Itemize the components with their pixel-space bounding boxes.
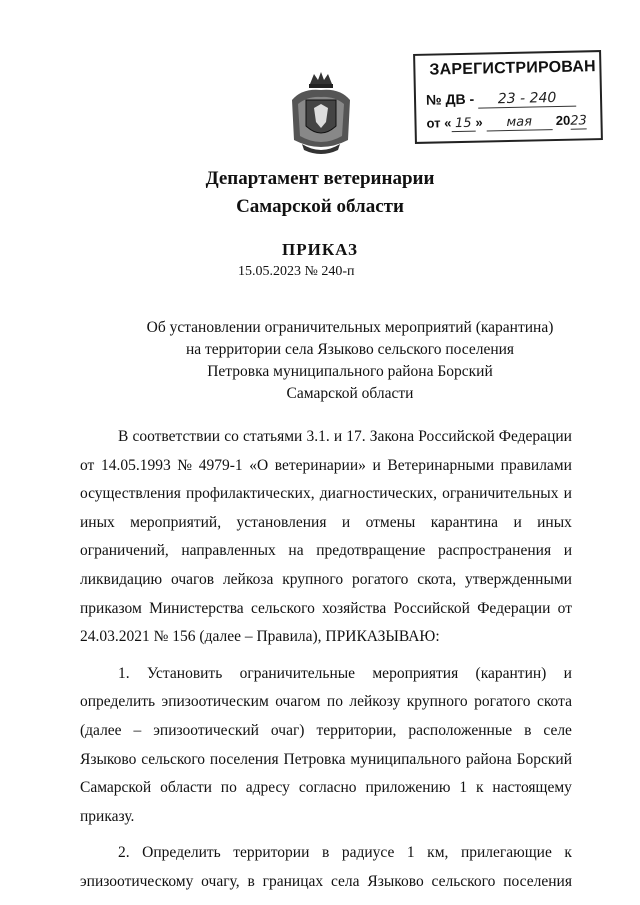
body-line xyxy=(80,423,572,452)
body-word: района xyxy=(465,750,512,768)
body-word: сельского xyxy=(431,872,496,890)
body-word: очагов xyxy=(170,570,215,588)
body-word: и xyxy=(333,428,343,445)
body-word: ограничений, xyxy=(80,542,169,560)
body-line xyxy=(80,537,572,566)
body-word: территории, xyxy=(316,721,397,739)
body-line xyxy=(80,566,572,595)
body-word: распространения xyxy=(438,542,552,560)
order-subject xyxy=(100,317,600,405)
body-word: отмены xyxy=(365,513,416,531)
body-word: к xyxy=(564,844,572,862)
body-word: к xyxy=(475,779,484,797)
body-word: ликвидацию xyxy=(80,570,163,588)
body-word: границах xyxy=(262,872,324,890)
body-word: и xyxy=(563,664,572,682)
body-word: и xyxy=(372,456,381,474)
subject-line: Об установлении ограничительных мероприятий (карантина) xyxy=(146,319,554,336)
body-word: прилегающие xyxy=(460,844,552,862)
body-line xyxy=(80,660,572,689)
body-word: определить xyxy=(80,693,156,711)
body-word: и xyxy=(341,513,351,531)
body-word: сельского xyxy=(250,599,315,617)
body-word: 1 xyxy=(406,844,415,862)
stamp-date-prefix: от « xyxy=(426,115,452,131)
body-word: территории xyxy=(233,844,310,862)
body-word: иных xyxy=(537,513,572,531)
body-line xyxy=(80,746,572,775)
body-word: села xyxy=(330,872,360,890)
department-name-line1: Департамент ветеринарии xyxy=(205,168,435,189)
body-word: по xyxy=(326,693,343,711)
paragraph-item-2 xyxy=(80,839,572,896)
body-word: карантина xyxy=(430,513,499,531)
body-word: № xyxy=(177,456,193,474)
body-word: мероприятий, xyxy=(130,513,222,531)
body-line xyxy=(80,480,572,509)
body-word: адресу xyxy=(245,779,290,797)
body-word: настоящему xyxy=(492,779,572,797)
body-word: Закона xyxy=(369,428,415,445)
registration-stamp xyxy=(413,50,603,144)
body-word: области xyxy=(160,779,212,797)
body-word: в xyxy=(321,844,330,862)
body-word: очаг) xyxy=(270,721,305,739)
subject-line: Петровка муниципального района Борский xyxy=(207,363,493,380)
stamp-number-label: № ДВ - xyxy=(425,90,475,108)
body-word: рогатого xyxy=(351,570,409,588)
body-word: соответствии xyxy=(132,428,221,445)
stamp-date-line xyxy=(426,112,587,132)
body-word: 14.05.1993 xyxy=(100,456,171,474)
body-word: Петровка xyxy=(283,750,346,768)
paragraph-item-1 xyxy=(80,660,572,832)
body-word: очагу, xyxy=(201,872,240,890)
body-word: Установить xyxy=(146,664,223,682)
body-word: муниципального xyxy=(350,750,462,768)
body-line xyxy=(80,509,572,538)
order-date-number: 15.05.2023 № 240-п xyxy=(238,264,355,279)
body-word: 17. xyxy=(346,428,366,445)
body-word: Министерства xyxy=(149,599,244,617)
body-word: со xyxy=(224,428,239,445)
subject-line: на территории села Языково сельского поселения xyxy=(185,341,515,358)
body-word: предотвращение xyxy=(316,542,426,560)
body-word: рогатого xyxy=(474,693,531,711)
body-word: профилактических, xyxy=(186,485,315,503)
body-word: лейкоза xyxy=(222,570,274,588)
stamp-date-month: мая xyxy=(486,114,552,131)
body-word: и xyxy=(563,485,572,503)
body-word: Самарской xyxy=(80,779,152,797)
body-word: и xyxy=(513,513,522,531)
body-word: Федерации xyxy=(477,599,551,617)
body-word: (далее xyxy=(80,721,122,739)
body-word: приказом xyxy=(80,599,142,617)
body-word: Языково xyxy=(80,750,137,768)
body-word: 2. xyxy=(118,844,130,862)
body-word: согласно xyxy=(298,779,357,797)
body-word: «О xyxy=(249,456,269,474)
body-word: 3.1. xyxy=(306,428,330,445)
body-word: Борский xyxy=(516,750,572,768)
body-line xyxy=(80,774,572,803)
stamp-title: ЗАРЕГИСТРИРОВАН xyxy=(429,58,596,79)
body-word: Российской xyxy=(418,428,495,445)
body-word: от xyxy=(557,599,572,617)
body-word: мероприятия xyxy=(372,664,459,682)
order-title: ПРИКАЗ xyxy=(282,240,358,259)
body-line xyxy=(80,595,572,624)
body-word: статьями xyxy=(242,428,303,445)
order-body xyxy=(80,423,572,897)
body-word: эпизоотическому xyxy=(80,872,194,890)
body-word: утвержденными xyxy=(465,570,572,588)
body-word: 4979-1 xyxy=(198,456,243,474)
body-word: крупного xyxy=(282,570,344,588)
body-word: диагностических, xyxy=(319,485,437,503)
body-word: в xyxy=(247,872,255,890)
department-name-line2: Самарской области xyxy=(236,196,404,217)
stamp-number-line xyxy=(426,89,576,110)
body-word: на xyxy=(288,542,304,560)
body-word: скота xyxy=(536,693,572,711)
body-word: селе xyxy=(543,721,572,739)
coat-of-arms-icon xyxy=(288,70,354,156)
body-word: скота, xyxy=(417,570,457,588)
stamp-date-mid: » xyxy=(475,114,483,130)
stamp-date-year-prefix: 20 xyxy=(555,112,571,129)
body-word: эпизоотический xyxy=(153,721,259,739)
body-word: радиусе xyxy=(341,844,395,862)
body-word: иных xyxy=(80,513,115,531)
body-word: крупного xyxy=(406,693,468,711)
body-word: Языково xyxy=(367,872,424,890)
body-word: Определить xyxy=(142,844,221,862)
body-word: 1. xyxy=(118,664,130,682)
body-line xyxy=(80,868,572,897)
subject-line: Самарской области xyxy=(286,385,414,402)
body-word: Федерации xyxy=(498,428,572,445)
body-word: осуществления xyxy=(80,485,181,503)
body-line xyxy=(80,452,572,481)
body-word: лейкозу xyxy=(349,693,401,711)
body-word: сельского xyxy=(141,750,206,768)
body-word: очагом xyxy=(275,693,321,711)
body-line xyxy=(80,717,572,746)
body-word: по xyxy=(220,779,237,797)
body-word: приложению xyxy=(365,779,451,797)
body-word: от xyxy=(80,456,95,474)
body-line: 24.03.2021 № 156 (далее – Правила), ПРИКАЗЫВАЮ: xyxy=(80,628,440,646)
body-word: Ветеринарными xyxy=(387,456,495,474)
body-word: расположенные xyxy=(408,721,513,739)
body-line xyxy=(80,688,572,717)
stamp-number-value: 23 - 240 xyxy=(478,90,576,109)
body-word: В xyxy=(118,428,129,445)
body-word: Российской xyxy=(393,599,470,617)
body-word: установления xyxy=(236,513,327,531)
body-word: в xyxy=(524,721,532,739)
paragraph-preamble xyxy=(80,423,572,652)
body-word: (карантин) xyxy=(475,664,547,682)
body-word: ограничительные xyxy=(239,664,356,682)
body-word: поселения xyxy=(209,750,279,768)
body-word: км, xyxy=(427,844,449,862)
stamp-date-year-suffix: 23 xyxy=(570,113,588,129)
body-word: ветеринарии» xyxy=(274,456,366,474)
body-word: эпизоотическим xyxy=(161,693,269,711)
body-word: поселения xyxy=(503,872,572,890)
body-line xyxy=(80,839,572,868)
body-word: направленных xyxy=(181,542,276,560)
stamp-date-day: 15 xyxy=(451,116,475,132)
body-word: – xyxy=(133,721,142,739)
body-word: ограничительных xyxy=(442,485,559,503)
body-word: и xyxy=(563,542,572,560)
body-word: правилами xyxy=(500,456,572,474)
body-line: приказу. xyxy=(80,807,135,825)
body-word: хозяйства xyxy=(322,599,387,617)
body-word: 1 xyxy=(459,779,468,797)
